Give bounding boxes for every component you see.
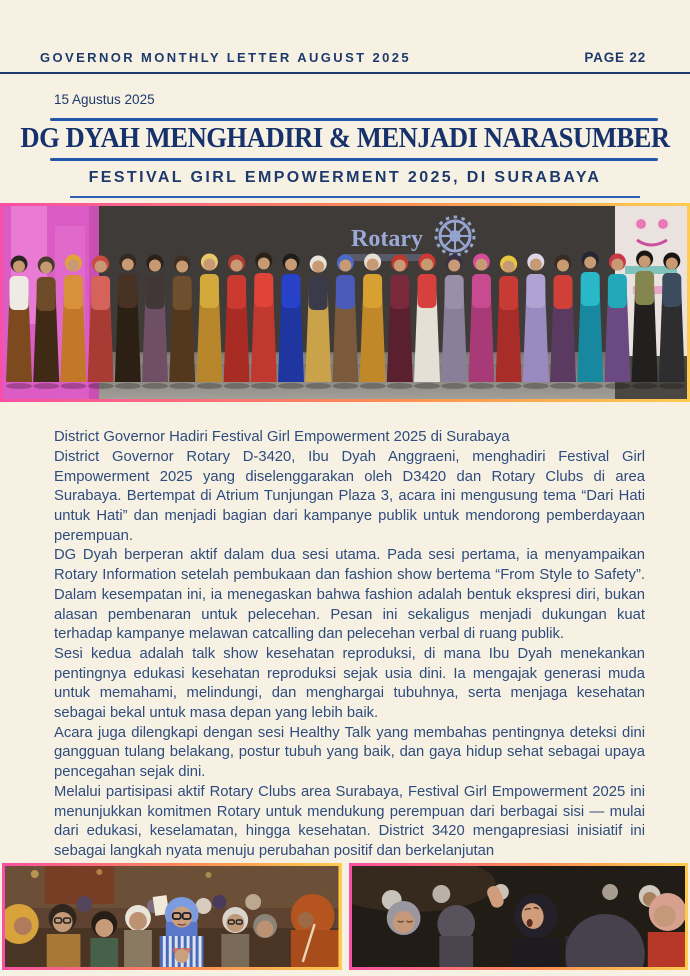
title-rule-bottom — [50, 158, 658, 161]
paragraph: District Governor Rotary D-3420, Ibu Dyah Anggraeni, menghadiri Festival Girl Empowerment 2025 yang diselenggarakan oleh D3420 dan Rotary Clubs di area Surabaya. Bertempat di Atrium Tunjungan Plaza 3, acara ini mengusung tema “Dari Hati untuk Hati” dan menjadi bagian dari kampanye publik untuk mendorong pemberdayaan perempuan. — [54, 448, 645, 544]
header-title: GOVERNOR MONTHLY LETTER AUGUST 2025 — [40, 50, 412, 65]
event-photo-left-scene — [5, 866, 339, 967]
page-number: PAGE 22 — [584, 50, 646, 65]
subtitle-rule — [70, 196, 640, 198]
rotary-wordmark: Rotary — [351, 226, 423, 253]
center-woman — [160, 897, 204, 967]
article-body — [54, 428, 645, 861]
event-photo-main-scene — [3, 206, 687, 399]
article-subtitle: FESTIVAL GIRL EMPOWERMENT 2025, DI SURABAYA — [88, 169, 602, 187]
paragraph: DG Dyah berperan aktif dalam dua sesi utama. Pada sesi pertama, ia menyampaikan Rotary Information setelah pembukaan dan fashion show bertema “From Style to Safety”. Dalam kesempatan ini, ia menegaskan bahwa fashion adalah bentuk ekspresi diri, bukan alasan pembenaran untuk pelecehan. Pesan ini sekaligus menjadi dukungan kuat terhadap kampanye melawan catcalling dan pelecehan verbal di ruang publik. — [54, 547, 645, 643]
article-date: 15 Agustus 2025 — [54, 92, 155, 107]
page-header — [0, 0, 690, 72]
article-title: DG DYAH MENGHADIRI & MENJADI NARASUMBER — [20, 123, 670, 154]
bottom-photo-row — [2, 863, 688, 970]
event-photo-left — [2, 863, 342, 970]
paragraph: District Governor Hadiri Festival Girl Empowerment 2025 di Surabaya — [54, 429, 510, 446]
paragraph: Melalui partisipasi aktif Rotary Clubs area Surabaya, Festival Girl Empowerment 2025 ini menunjukkan komitmen Rotary untuk mendukung perempuan dari berbagai sisi — mulai dari edukasi, keselamatan, hingga kesehatan. District 3420 mengapresiasi inisiatif ini sebagai langkah nyata menuju perubahan positif dan berkelanjutan — [54, 783, 645, 859]
paragraph: Acara juga dilengkapi dengan sesi Healthy Talk yang membahas pentingnya deteksi dini gangguan tulang belakang, postur tubuh yang baik, dan gaya hidup sehat sebagai upaya pencegahan sejak dini. — [54, 724, 645, 781]
title-rule-top — [50, 118, 658, 121]
event-photo-right — [349, 863, 689, 970]
event-photo-main — [0, 203, 690, 402]
event-photo-right-scene — [352, 866, 686, 967]
paragraph: Sesi kedua adalah talk show kesehatan reproduksi, di mana Ibu Dyah menekankan pentingnya edukasi kesehatan reproduksi sejak usia dini. Ia mengajak generasi muda untuk memahami, melindungi, dan menghargai tubuhnya, serta menjaga kesehatan sebagai bekal untuk masa depan yang lebih baik. — [54, 645, 645, 722]
header-rule — [0, 72, 690, 74]
